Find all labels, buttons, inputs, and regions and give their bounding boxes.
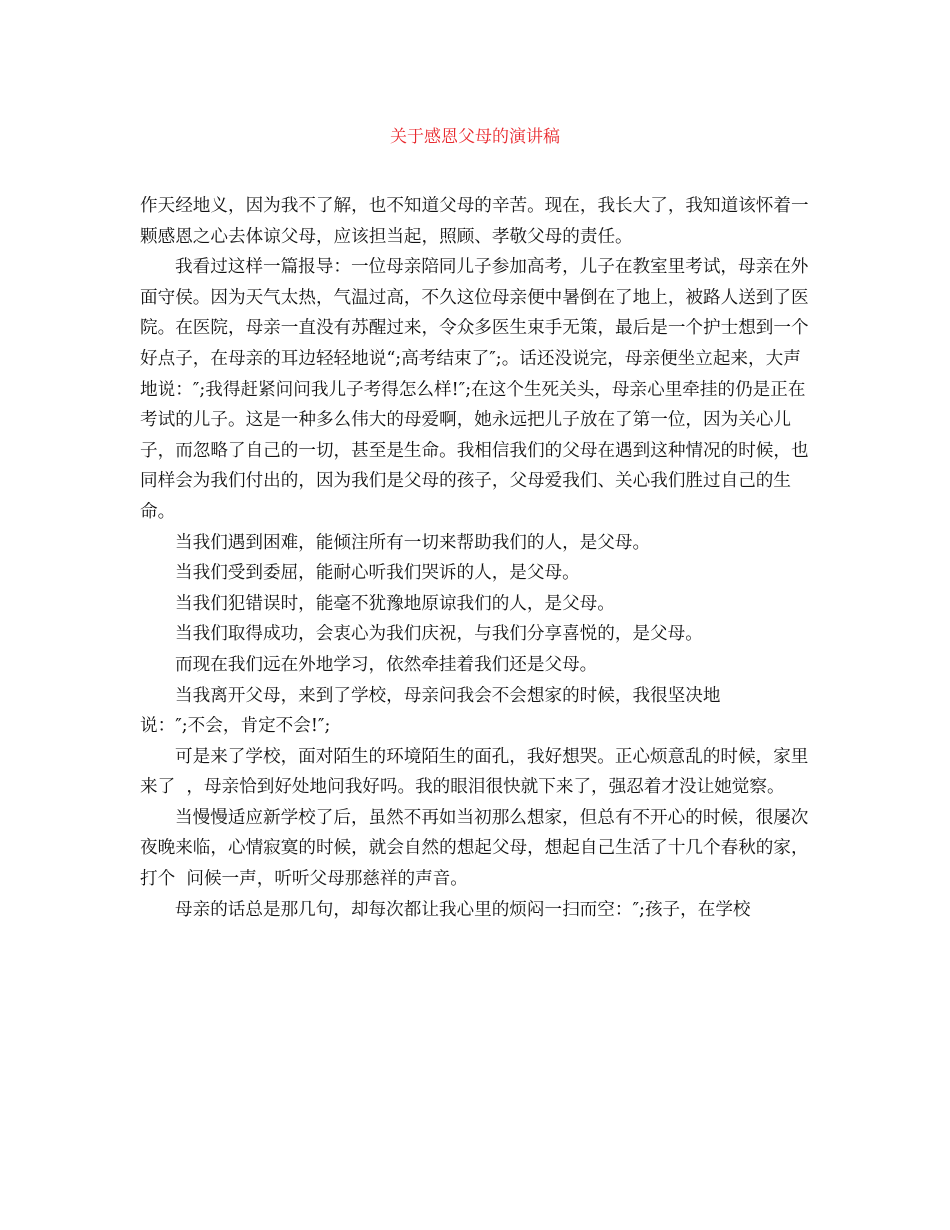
paragraph: 母亲的话总是那几句，却每次都让我心里的烦闷一扫而空：″;孩子，在学校 — [175, 899, 751, 920]
paragraph: 当我们遇到困难，能倾注所有一切来帮助我们的人，是父母。 — [175, 532, 651, 553]
paragraph: 当我们取得成功，会衷心为我们庆祝，与我们分享喜悦的，是父母。 — [175, 624, 703, 645]
paragraph: 作天经地义，因为我不了解，也不知道父母的辛苦。现在，我长大了，我知道该怀着一颗感恩之心去体谅父母，应该担当起，照顾、孝敬父母的责任。 — [140, 196, 809, 247]
paragraph: 当我离开父母，来到了学校，母亲问我会不会想家的时候，我很坚决地 — [175, 685, 721, 706]
paragraph: 可是来了学校，面对陌生的环境陌生的面孔，我好想哭。正心烦意乱的时候，家里来了 ，母亲恰到好处地问我好吗。我的眼泪很快就下来了，强忍着才没让她觉察。 — [140, 746, 809, 798]
paragraph: 而现在我们远在外地学习，依然牵挂着我们还是父母。 — [175, 654, 598, 675]
document-title: 关于感恩父母的演讲稿 — [390, 127, 560, 147]
paragraph: 当我们犯错误时，能毫不犹豫地原谅我们的人，是父母。 — [175, 593, 615, 614]
paragraph: 我看过这样一篇报导：一位母亲陪同儿子参加高考，儿子在教室里考试，母亲在外面守侯。因为天气太热，气温过高，不久这位母亲便中暑倒在了地上，被路人送到了医院。在医院，母亲一直没有苏醒过来，令众多医生束手无策，最后是一个护士想到一个好点子，在母亲的耳边轻轻地说“;高考结束了″;。话还没说完，母亲便坐立起来，大声地说：″;我得赶紧问问我儿子考得怎么样!″;在这个生死关头，母亲心里牵挂的仍是正在考试的儿子。这是一种多么伟大的母爱啊，她永远把儿子放在了第一位，因为关心儿子，而忽略了自己的一切，甚至是生命。我相信我们的父母在遇到这种情况的时候，也同样会为我们付出的，因为我们是父母的孩子，父母爱我们、关心我们胜过自己的生命。 — [140, 257, 809, 522]
paragraph: 说：″;不会，肯定不会!″; — [140, 716, 331, 737]
paragraph: 当我们受到委屈，能耐心听我们哭诉的人，是父母。 — [175, 563, 580, 584]
paragraph: 当慢慢适应新学校了后，虽然不再如当初那么想家，但总有不开心的时候，很屡次夜晚来临，心情寂寞的时候，就会自然的想起父母，想起自己生活了十几个春秋的家，打个 问候一声，听听父母那慈祥的声音。 — [140, 807, 809, 890]
document-body — [140, 191, 812, 925]
